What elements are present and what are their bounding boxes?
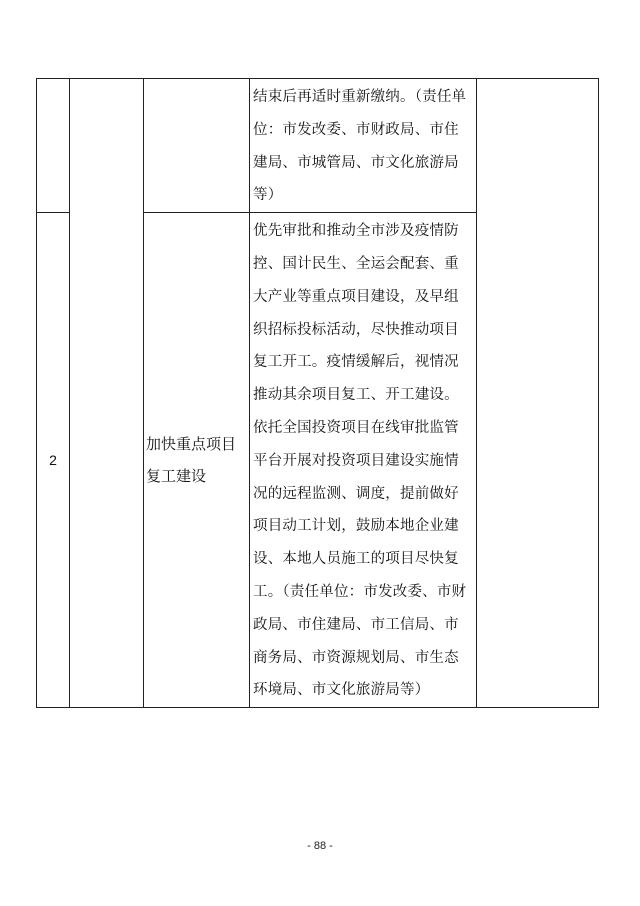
table-row bbox=[37, 79, 599, 213]
item-content-cell bbox=[250, 79, 477, 213]
item-title-cell bbox=[144, 79, 250, 213]
item-content: 优先审批和推动全市涉及疫情防控、国计民生、全运会配套、重大产业等重点项目建设，及早组织招标投标活动，尽快推动项目复工开工。疫情缓解后，视情况推动其余项目复工、开工建设。依托全国投资项目在线审批监管平台开展对投资项目建设实施情况的远程监测、调度，提前做好项目动工计划，鼓励本地企业建设、本地人员施工的项目尽快复工。（责任单位：市发改委、市财政局、市住建局、市工信局、市商务局、市资源规划局、市生态环境局、市文化旅游局等） bbox=[253, 223, 467, 699]
item-title-cell bbox=[144, 213, 250, 708]
remarks-cell bbox=[477, 79, 599, 708]
policy-table bbox=[36, 78, 599, 708]
item-content-cell bbox=[250, 213, 477, 708]
row-number-cell bbox=[37, 79, 70, 213]
item-title: 加快重点项目复工建设 bbox=[146, 435, 237, 486]
blank-cell bbox=[70, 79, 144, 708]
item-content: 结束后再适时重新缴纳。（责任单位：市发改委、市财政局、市住建局、市城管局、市文化旅游局等） bbox=[253, 89, 467, 204]
row-number-cell: 2 bbox=[37, 213, 70, 708]
page-number: - 88 - bbox=[307, 840, 333, 852]
